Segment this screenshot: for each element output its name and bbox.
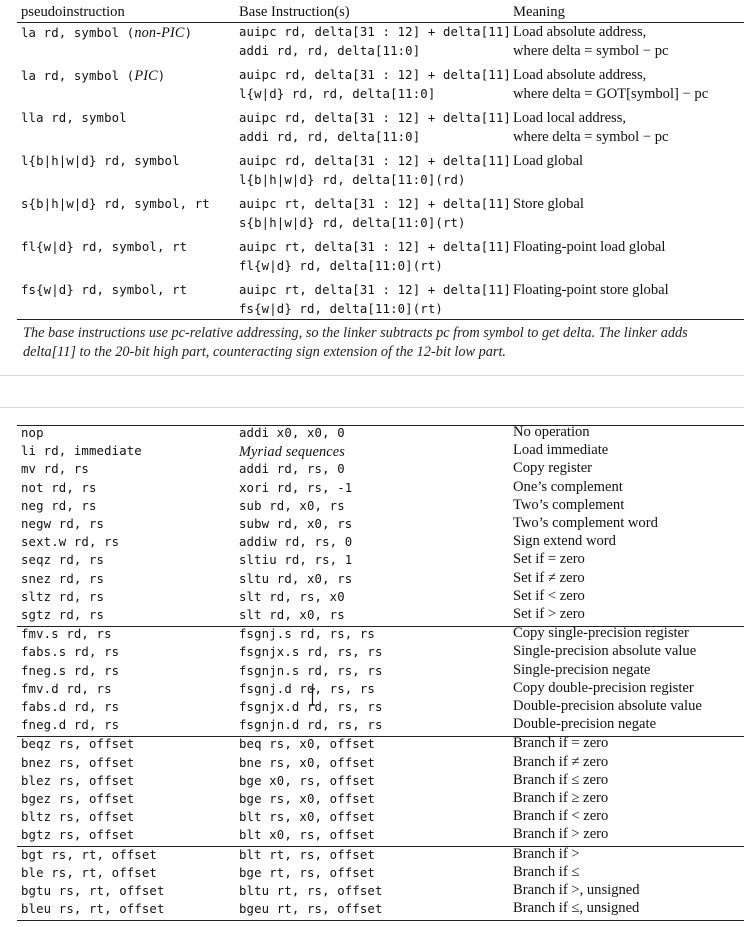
meaning-cell: Two’s complement word bbox=[513, 515, 658, 531]
base-instruction-line-1: auipc rt, delta[31 : 12] + delta[11] bbox=[239, 240, 511, 254]
pseudoinstruction-cell: snez rd, rs bbox=[21, 572, 105, 586]
base-instruction-cell: Myriad sequences bbox=[239, 444, 346, 460]
pseudoinstruction-cell: not rd, rs bbox=[21, 481, 97, 495]
meaning-cell: Branch if < zero bbox=[513, 808, 609, 824]
meaning-line-1: Load absolute address, bbox=[513, 24, 647, 40]
pseudoinstruction-cell: fabs.s rd, rs bbox=[21, 645, 120, 659]
pseudoinstruction-cell: negw rd, rs bbox=[21, 517, 105, 531]
pseudoinstruction-cell: beqz rs, offset bbox=[21, 737, 135, 751]
base-instruction-cell: bge x0, rs, offset bbox=[239, 774, 375, 788]
meaning-cell: Branch if ≥ zero bbox=[513, 790, 609, 806]
pseudoinstruction-cell: bltz rs, offset bbox=[21, 810, 135, 824]
base-instruction-cell: fsgnjx.s rd, rs, rs bbox=[239, 645, 383, 659]
base-instruction-cell: bgeu rt, rs, offset bbox=[239, 902, 383, 916]
meaning-cell: Set if ≠ zero bbox=[513, 570, 585, 586]
pseudoinstruction-cell: fneg.s rd, rs bbox=[21, 664, 120, 678]
meaning-cell: No operation bbox=[513, 424, 590, 440]
base-instruction-line-1: auipc rt, delta[31 : 12] + delta[11] bbox=[239, 283, 511, 297]
pseudoinstruction-cell: sext.w rd, rs bbox=[21, 535, 120, 549]
meaning-cell: Load immediate bbox=[513, 442, 609, 458]
base-instruction-cell: subw rd, x0, rs bbox=[239, 517, 353, 531]
pseudoinstruction-cell: blez rs, offset bbox=[21, 774, 135, 788]
pseudoinstruction-cell: bleu rs, rt, offset bbox=[21, 902, 165, 916]
pseudoinstruction-cell: ble rs, rt, offset bbox=[21, 866, 157, 880]
col-header-pseudoinstruction: pseudoinstruction bbox=[21, 4, 125, 20]
base-instruction-cell: slt rd, x0, rs bbox=[239, 608, 345, 622]
caption-text: The base instructions use pc-relative addressing, so the linker subtracts pc from symbol to get delta. The linker adds delta[11] to the 20-bit high part, counteracting sign extension of the 12-bit low part. bbox=[23, 325, 688, 360]
pseudoinstruction-cell: l{b|h|w|d} rd, symbol bbox=[21, 154, 180, 168]
meaning-line-1: Floating-point load global bbox=[513, 239, 666, 255]
meaning-cell: Copy single-precision register bbox=[513, 625, 689, 641]
base-instruction-cell: addi x0, x0, 0 bbox=[239, 426, 345, 440]
meaning-line-1: Floating-point store global bbox=[513, 282, 669, 298]
base-instruction-line-1: auipc rd, delta[31 : 12] + delta[11] bbox=[239, 68, 511, 82]
meaning-cell: Branch if > bbox=[513, 846, 580, 862]
meaning-line-1: Store global bbox=[513, 196, 584, 212]
base-instruction-line-1: auipc rd, delta[31 : 12] + delta[11] bbox=[239, 111, 511, 125]
base-instruction-cell: blt x0, rs, offset bbox=[239, 828, 375, 842]
pseudoinstruction-cell: lla rd, symbol bbox=[21, 111, 127, 125]
meaning-line-1: Load local address, bbox=[513, 110, 627, 126]
base-instruction-cell: sub rd, x0, rs bbox=[239, 499, 345, 513]
meaning-line-1: Load absolute address, bbox=[513, 67, 647, 83]
meaning-cell: Single-precision absolute value bbox=[513, 643, 697, 659]
base-instruction-cell: sltiu rd, rs, 1 bbox=[239, 553, 353, 567]
pseudoinstruction-cell: fabs.d rd, rs bbox=[21, 700, 120, 714]
meaning-cell: Branch if = zero bbox=[513, 735, 609, 751]
group-rule bbox=[17, 920, 744, 921]
base-instruction-cell: fsgnj.d rd, rs, rs bbox=[239, 682, 375, 696]
base-instruction-cell: xori rd, rs, -1 bbox=[239, 481, 353, 495]
base-instruction-cell: beq rs, x0, offset bbox=[239, 737, 375, 751]
base-instruction-cell: bne rs, x0, offset bbox=[239, 756, 375, 770]
base-instruction-line-1: auipc rt, delta[31 : 12] + delta[11] bbox=[239, 197, 511, 211]
pseudoinstruction-cell: fneg.d rd, rs bbox=[21, 718, 120, 732]
pseudoinstruction-cell: bgt rs, rt, offset bbox=[21, 848, 157, 862]
col-header-meaning: Meaning bbox=[513, 4, 565, 20]
meaning-cell: Branch if >, unsigned bbox=[513, 882, 640, 898]
table-2-top-rule bbox=[17, 425, 744, 426]
meaning-cell: Double-precision negate bbox=[513, 716, 657, 732]
meaning-cell: Sign extend word bbox=[513, 533, 616, 549]
pseudoinstruction-cell: sgtz rd, rs bbox=[21, 608, 105, 622]
base-instruction-cell: blt rs, x0, offset bbox=[239, 810, 375, 824]
base-instruction-line-1: auipc rd, delta[31 : 12] + delta[11] bbox=[239, 154, 511, 168]
base-instruction-line-2: fl{w|d} rd, delta[11:0](rt) bbox=[239, 259, 443, 273]
pseudoinstruction-cell: s{b|h|w|d} rd, symbol, rt bbox=[21, 197, 210, 211]
pseudoinstruction-cell: li rd, immediate bbox=[21, 444, 142, 458]
pseudoinstruction-cell: la rd, symbol (non-PIC) bbox=[21, 25, 193, 41]
pseudoinstruction-cell: bgez rs, offset bbox=[21, 792, 135, 806]
meaning-cell: Single-precision negate bbox=[513, 662, 651, 678]
pseudoinstruction-cell: fs{w|d} rd, symbol, rt bbox=[21, 283, 188, 297]
pseudoinstruction-cell: bgtz rs, offset bbox=[21, 828, 135, 842]
base-instruction-cell: bge rt, rs, offset bbox=[239, 866, 375, 880]
text-cursor-icon bbox=[309, 688, 316, 706]
pseudoinstruction-cell: la rd, symbol (PIC) bbox=[21, 68, 166, 84]
base-instruction-cell: sltu rd, x0, rs bbox=[239, 572, 353, 586]
base-instruction-line-2: l{w|d} rd, rd, delta[11:0] bbox=[239, 87, 436, 101]
col-header-base: Base Instruction(s) bbox=[239, 4, 350, 20]
base-instruction-line-2: fs{w|d} rd, delta[11:0](rt) bbox=[239, 302, 443, 316]
meaning-cell: Copy double-precision register bbox=[513, 680, 694, 696]
meaning-line-2: where delta = symbol − pc bbox=[513, 129, 669, 145]
pseudoinstruction-cell: sltz rd, rs bbox=[21, 590, 105, 604]
meaning-line-2: where delta = symbol − pc bbox=[513, 43, 669, 59]
meaning-cell: Set if = zero bbox=[513, 551, 585, 567]
base-instruction-line-2: addi rd, rd, delta[11:0] bbox=[239, 130, 421, 144]
meaning-cell: Branch if ≠ zero bbox=[513, 754, 609, 770]
base-instruction-line-2: addi rd, rd, delta[11:0] bbox=[239, 44, 421, 58]
group-rule bbox=[17, 846, 744, 847]
base-instruction-cell: slt rd, rs, x0 bbox=[239, 590, 345, 604]
pseudoinstruction-cell: seqz rd, rs bbox=[21, 553, 105, 567]
meaning-cell: Branch if ≤ bbox=[513, 864, 580, 880]
meaning-cell: Two’s complement bbox=[513, 497, 625, 513]
pseudoinstruction-cell: nop bbox=[21, 426, 44, 440]
meaning-cell: Set if < zero bbox=[513, 588, 585, 604]
base-instruction-cell: blt rt, rs, offset bbox=[239, 848, 375, 862]
pseudoinstruction-cell: mv rd, rs bbox=[21, 462, 89, 476]
base-instruction-cell: fsgnjn.s rd, rs, rs bbox=[239, 664, 383, 678]
pseudoinstruction-cell: fmv.d rd, rs bbox=[21, 682, 112, 696]
meaning-cell: Double-precision absolute value bbox=[513, 698, 702, 714]
meaning-cell: Branch if > zero bbox=[513, 826, 609, 842]
meaning-cell: One’s complement bbox=[513, 479, 623, 495]
base-instruction-cell: fsgnjn.d rd, rs, rs bbox=[239, 718, 383, 732]
pseudoinstruction-cell: fmv.s rd, rs bbox=[21, 627, 112, 641]
pseudoinstruction-cell: bnez rs, offset bbox=[21, 756, 135, 770]
meaning-cell: Set if > zero bbox=[513, 606, 585, 622]
base-instruction-cell: fsgnjx.d rd, rs, rs bbox=[239, 700, 383, 714]
base-instruction-cell: addi rd, rs, 0 bbox=[239, 462, 345, 476]
meaning-cell: Branch if ≤ zero bbox=[513, 772, 609, 788]
pseudoinstruction-cell: fl{w|d} rd, symbol, rt bbox=[21, 240, 188, 254]
meaning-cell: Copy register bbox=[513, 460, 593, 476]
base-instruction-line-2: l{b|h|w|d} rd, delta[11:0](rd) bbox=[239, 173, 466, 187]
base-instruction-cell: addiw rd, rs, 0 bbox=[239, 535, 353, 549]
meaning-line-1: Load global bbox=[513, 153, 584, 169]
base-instruction-line-1: auipc rd, delta[31 : 12] + delta[11] bbox=[239, 25, 511, 39]
pseudoinstruction-cell: neg rd, rs bbox=[21, 499, 97, 513]
meaning-cell: Branch if ≤, unsigned bbox=[513, 900, 640, 916]
base-instruction-cell: fsgnj.s rd, rs, rs bbox=[239, 627, 375, 641]
base-instruction-line-2: s{b|h|w|d} rd, delta[11:0](rt) bbox=[239, 216, 466, 230]
base-instruction-cell: bge rs, x0, offset bbox=[239, 792, 375, 806]
pseudoinstruction-cell: bgtu rs, rt, offset bbox=[21, 884, 165, 898]
base-instruction-cell: bltu rt, rs, offset bbox=[239, 884, 383, 898]
meaning-line-2: where delta = GOT[symbol] − pc bbox=[513, 86, 709, 102]
